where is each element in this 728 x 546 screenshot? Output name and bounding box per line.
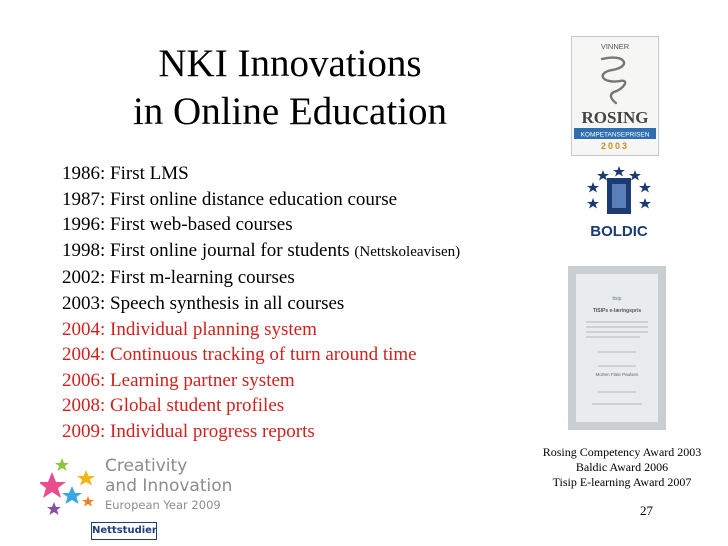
timeline-item-highlight: 2006: Learning partner system bbox=[62, 369, 295, 391]
svg-text:tisip: tisip bbox=[612, 296, 622, 302]
timeline-item: 1996: First web-based courses bbox=[62, 214, 293, 236]
innovation-timeline bbox=[62, 161, 582, 445]
svg-text:ROSING: ROSING bbox=[581, 108, 649, 127]
timeline-item: 2002: First m-learning courses bbox=[62, 267, 295, 289]
svg-text:TISIPs e-læringspris: TISIPs e-læringspris bbox=[592, 308, 642, 314]
timeline-item-highlight: 2004: Continuous tracking of turn around time bbox=[62, 344, 417, 366]
svg-text:BOLDIC: BOLDIC bbox=[590, 223, 648, 240]
tisip-certificate-image bbox=[568, 266, 666, 430]
page-number: 27 bbox=[640, 503, 653, 518]
logo-line-european-year: European Year 2009 bbox=[105, 498, 221, 512]
timeline-item: 1998: First online journal for students (Nettskoleavisen) bbox=[62, 239, 461, 261]
nettstudier-badge: Nettstudier bbox=[91, 522, 157, 540]
award-captions bbox=[522, 445, 722, 490]
svg-text:VINNER: VINNER bbox=[600, 42, 630, 51]
caption-rosing: Rosing Competency Award 2003 bbox=[542, 445, 702, 459]
timeline-item: 1986: First LMS bbox=[62, 163, 189, 184]
timeline-item: 1987: First online distance education course bbox=[62, 188, 398, 210]
colorful-stars-icon bbox=[40, 458, 95, 515]
svg-text:KOMPETANSEPRISEN: KOMPETANSEPRISEN bbox=[580, 131, 650, 139]
timeline-note: (Nettskoleavisen) bbox=[354, 243, 461, 260]
slide-title bbox=[60, 40, 520, 136]
rosing-award-logo bbox=[571, 36, 659, 156]
timeline-item-highlight: 2009: Individual progress reports bbox=[62, 420, 315, 442]
svg-text:Morten Flate Paulsen: Morten Flate Paulsen bbox=[595, 372, 639, 377]
caption-tisip: Tisip E-learning Award 2007 bbox=[552, 475, 692, 489]
timeline-item-highlight: 2004: Individual planning system bbox=[62, 318, 317, 340]
timeline-item: 2003: Speech synthesis in all courses bbox=[62, 292, 345, 314]
boldic-award-logo bbox=[585, 164, 653, 246]
caption-baldic: Baldic Award 2006 bbox=[575, 460, 669, 474]
timeline-item-highlight: 2008: Global student profiles bbox=[62, 395, 285, 417]
title-line-2: in Online Education bbox=[132, 90, 448, 133]
logo-line-innovation: and Innovation bbox=[105, 476, 233, 496]
svg-text:2003: 2003 bbox=[600, 141, 630, 151]
logo-line-creativity: Creativity bbox=[105, 456, 188, 476]
title-line-1: NKI Innovations bbox=[158, 42, 422, 85]
